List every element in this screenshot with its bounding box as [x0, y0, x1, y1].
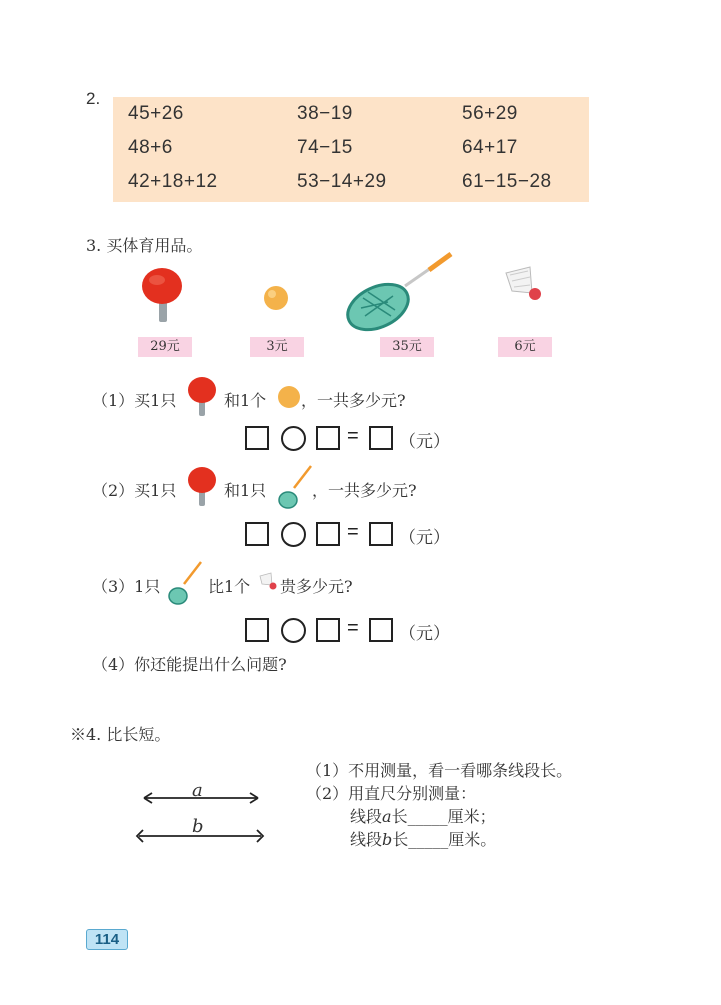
exercise-item: 45+26 — [128, 103, 184, 124]
exercise-item: 53−14+29 — [297, 171, 387, 192]
equals-sign: = — [347, 425, 359, 447]
answer-box[interactable] — [316, 522, 340, 546]
price-tag: 3元 — [250, 337, 304, 357]
q4-part3: 线段a长_____厘米； — [350, 807, 496, 826]
segment-a-label: a — [192, 780, 203, 801]
price-tag: 6元 — [498, 337, 552, 357]
ping-pong-paddle-icon — [186, 466, 218, 508]
price-tag: 29元 — [138, 337, 192, 357]
ping-pong-paddle-icon — [186, 376, 218, 418]
sub3-text-a: （3）1只 — [92, 577, 161, 596]
answer-box[interactable] — [316, 618, 340, 642]
answer-box[interactable] — [369, 522, 393, 546]
exercise-grid — [113, 97, 589, 202]
sub1-text-c: ，一共多少元? — [301, 391, 406, 410]
sub4-text: （4）你还能提出什么问题? — [92, 655, 287, 674]
equals-sign: = — [347, 617, 359, 639]
operator-circle[interactable] — [281, 522, 306, 547]
exercise-item: 64+17 — [462, 137, 518, 158]
exercise-item: 48+6 — [128, 137, 173, 158]
segment-b-label: b — [192, 816, 204, 837]
answer-box[interactable] — [245, 522, 269, 546]
ping-pong-paddle-icon — [138, 266, 186, 326]
sub2-text-b: 和1只 — [224, 481, 267, 500]
operator-circle[interactable] — [281, 426, 306, 451]
q2-number: 2. — [86, 89, 101, 108]
q3-title: 3. 买体育用品。 — [86, 236, 203, 255]
answer-box[interactable] — [316, 426, 340, 450]
sub1-text-b: 和1个 — [224, 391, 267, 410]
answer-box[interactable] — [369, 618, 393, 642]
sub2-text-a: （2）买1只 — [92, 481, 177, 500]
badminton-racket-icon — [343, 250, 457, 334]
unit-label: （元） — [399, 528, 450, 548]
answer-box[interactable] — [245, 618, 269, 642]
shuttlecock-icon — [502, 263, 544, 303]
segment-b-line — [133, 829, 267, 843]
sub1-text-a: （1）买1只 — [92, 391, 177, 410]
exercise-item: 56+29 — [462, 103, 518, 124]
unit-label: （元） — [399, 624, 450, 644]
q4-part2: （2）用直尺分别测量： — [306, 784, 477, 803]
ping-pong-ball-icon — [262, 284, 290, 312]
operator-circle[interactable] — [281, 618, 306, 643]
sub3-text-b: 比1个 — [208, 577, 251, 596]
q4-part1: （1）不用测量，看一看哪条线段长。 — [306, 761, 573, 780]
shuttlecock-icon — [258, 571, 278, 591]
q4-part4: 线段b长_____厘米。 — [350, 830, 497, 849]
exercise-item: 61−15−28 — [462, 171, 552, 192]
exercise-item: 42+18+12 — [128, 171, 218, 192]
q4-title: ※4. 比长短。 — [70, 725, 171, 744]
segment-a-line — [136, 792, 266, 804]
sub2-text-c: ，一共多少元? — [312, 481, 417, 500]
exercise-item: 74−15 — [297, 137, 353, 158]
badminton-racket-icon — [166, 560, 204, 608]
unit-label: （元） — [399, 432, 450, 452]
sub3-text-c: 贵多少元? — [280, 577, 353, 596]
ping-pong-ball-icon — [277, 385, 301, 409]
badminton-racket-icon — [276, 464, 314, 512]
page-number: 114 — [86, 929, 128, 950]
answer-box[interactable] — [245, 426, 269, 450]
price-tag: 35元 — [380, 337, 434, 357]
equals-sign: = — [347, 521, 359, 543]
answer-box[interactable] — [369, 426, 393, 450]
exercise-item: 38−19 — [297, 103, 353, 124]
